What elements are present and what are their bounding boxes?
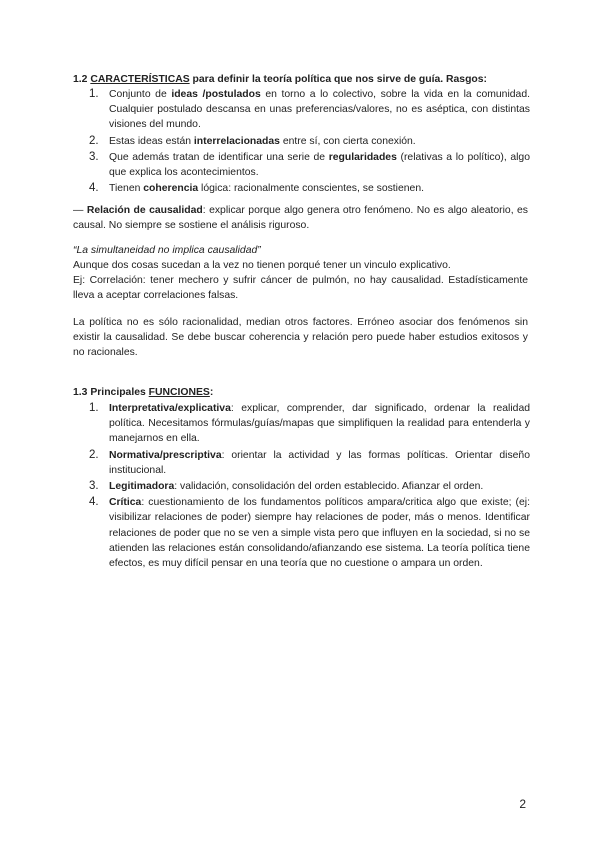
page-number: 2 — [519, 797, 526, 811]
item-text: : explicar, comprender, dar significado, ordenar la realidad política. Necesitamos fórmulas/guías/mapas que simplifiquen la realidad para entenderla y manejarnos en ella. — [109, 403, 530, 445]
item-text: en torno a lo colectivo, sobre la vida en la comunidad. Cualquier postulado descansa en unas preferencias/valores, no es aséptica, con distintas visiones del mundo. — [109, 89, 530, 131]
list-item — [89, 150, 530, 180]
list-item — [89, 479, 530, 494]
item-bold: interrelacionadas — [193, 135, 280, 147]
item-text: lógica: racionalmente conscientes, se sostienen. — [198, 183, 424, 195]
list-item — [89, 495, 530, 571]
list-item — [89, 181, 530, 196]
causality-text: : explicar porque algo genera otro fenómeno. No es algo aleatorio, es causal. No siempre se sostiene el análisis riguroso. — [73, 205, 528, 232]
section-1-2-heading — [73, 72, 487, 87]
section-title-underlined: FUNCIONES — [148, 387, 210, 398]
causality-term: Relación de causalidad — [86, 205, 203, 216]
item-number: 2. — [89, 448, 99, 461]
quote-explanation: Aunque dos cosas sucedan a la vez no tienen porqué tener un vinculo explicativo. — [73, 260, 451, 271]
section-number: 1.2 — [73, 74, 88, 85]
item-number: 1. — [89, 88, 99, 100]
item-number: 3. — [89, 480, 99, 493]
item-number: 2. — [89, 134, 99, 147]
item-bold: coherencia — [143, 183, 199, 195]
causality-paragraph — [73, 203, 528, 233]
dash: — — [73, 205, 87, 216]
section-number: 1.3 Principales — [73, 387, 149, 398]
list-item — [89, 87, 530, 133]
item-number: 1. — [89, 402, 99, 414]
list-item — [89, 448, 530, 478]
item-text: entre sí, con cierta conexión. — [279, 135, 416, 147]
functions-list — [89, 401, 530, 572]
section-title-rest: : — [209, 387, 214, 398]
correlation-example: Ej: Correlación: tener mechero y sufrir cáncer de pulmón, no hay causalidad. Estadísticamente lleva a aceptar correlaciones falsas. — [73, 275, 528, 302]
item-number: 3. — [89, 150, 99, 163]
list-item — [89, 401, 530, 447]
item-bold: Crítica — [109, 497, 142, 509]
item-bold: ideas /postulados — [171, 89, 261, 100]
item-text: Tienen — [109, 183, 144, 195]
item-text: : orientar la actividad y las formas políticas. Orientar diseño institucional. — [109, 449, 530, 476]
section-title-rest: para definir la teoría política que nos sirve de guía. Rasgos: — [189, 74, 488, 85]
quote-line: “La simultaneidad no implica causalidad” — [73, 245, 261, 256]
item-text: (relativas a lo político), algo que explica los acontecimientos. — [109, 151, 530, 179]
item-text: Conjunto de — [109, 89, 172, 100]
characteristics-list — [89, 87, 530, 197]
section-1-3-heading — [73, 385, 213, 400]
item-text: : cuestionamiento de los fundamentos políticos ampara/critica algo que existe; (ej: visibilizar relaciones de poder) siempre hay relaciones de poder, más o menos. Identificar relaciones de poder que no se ven a simple vista pero que influyen en la sociedad, si no se atienden las relaciones están consolidando/afianzando ese sistema. La teoría política tiene efectos, es muy difícil pensar en una teoría que no cuestione o ampara un orden. — [109, 497, 530, 570]
item-number: 4. — [89, 496, 99, 509]
item-bold: Normativa/prescriptiva — [109, 449, 222, 461]
item-text: Estas ideas están — [109, 135, 194, 147]
item-text: : validación, consolidación del orden establecido. Afianzar el orden. — [174, 481, 484, 493]
item-bold: regularidades — [328, 151, 397, 163]
item-number: 4. — [89, 182, 99, 195]
section-title-underlined: CARACTERÍSTICAS — [90, 74, 190, 85]
item-text: Que además tratan de identificar una serie de — [109, 151, 329, 163]
item-bold: Interpretativa/explicativa — [109, 403, 231, 414]
item-bold: Legitimadora — [109, 481, 175, 493]
politics-paragraph: La política no es sólo racionalidad, median otros factores. Erróneo asociar dos fenómenos sin existir la causalidad. Se debe buscar coherencia y relación pero puede haber estudios exitosos y no racionales. — [73, 317, 528, 359]
list-item — [89, 134, 530, 149]
